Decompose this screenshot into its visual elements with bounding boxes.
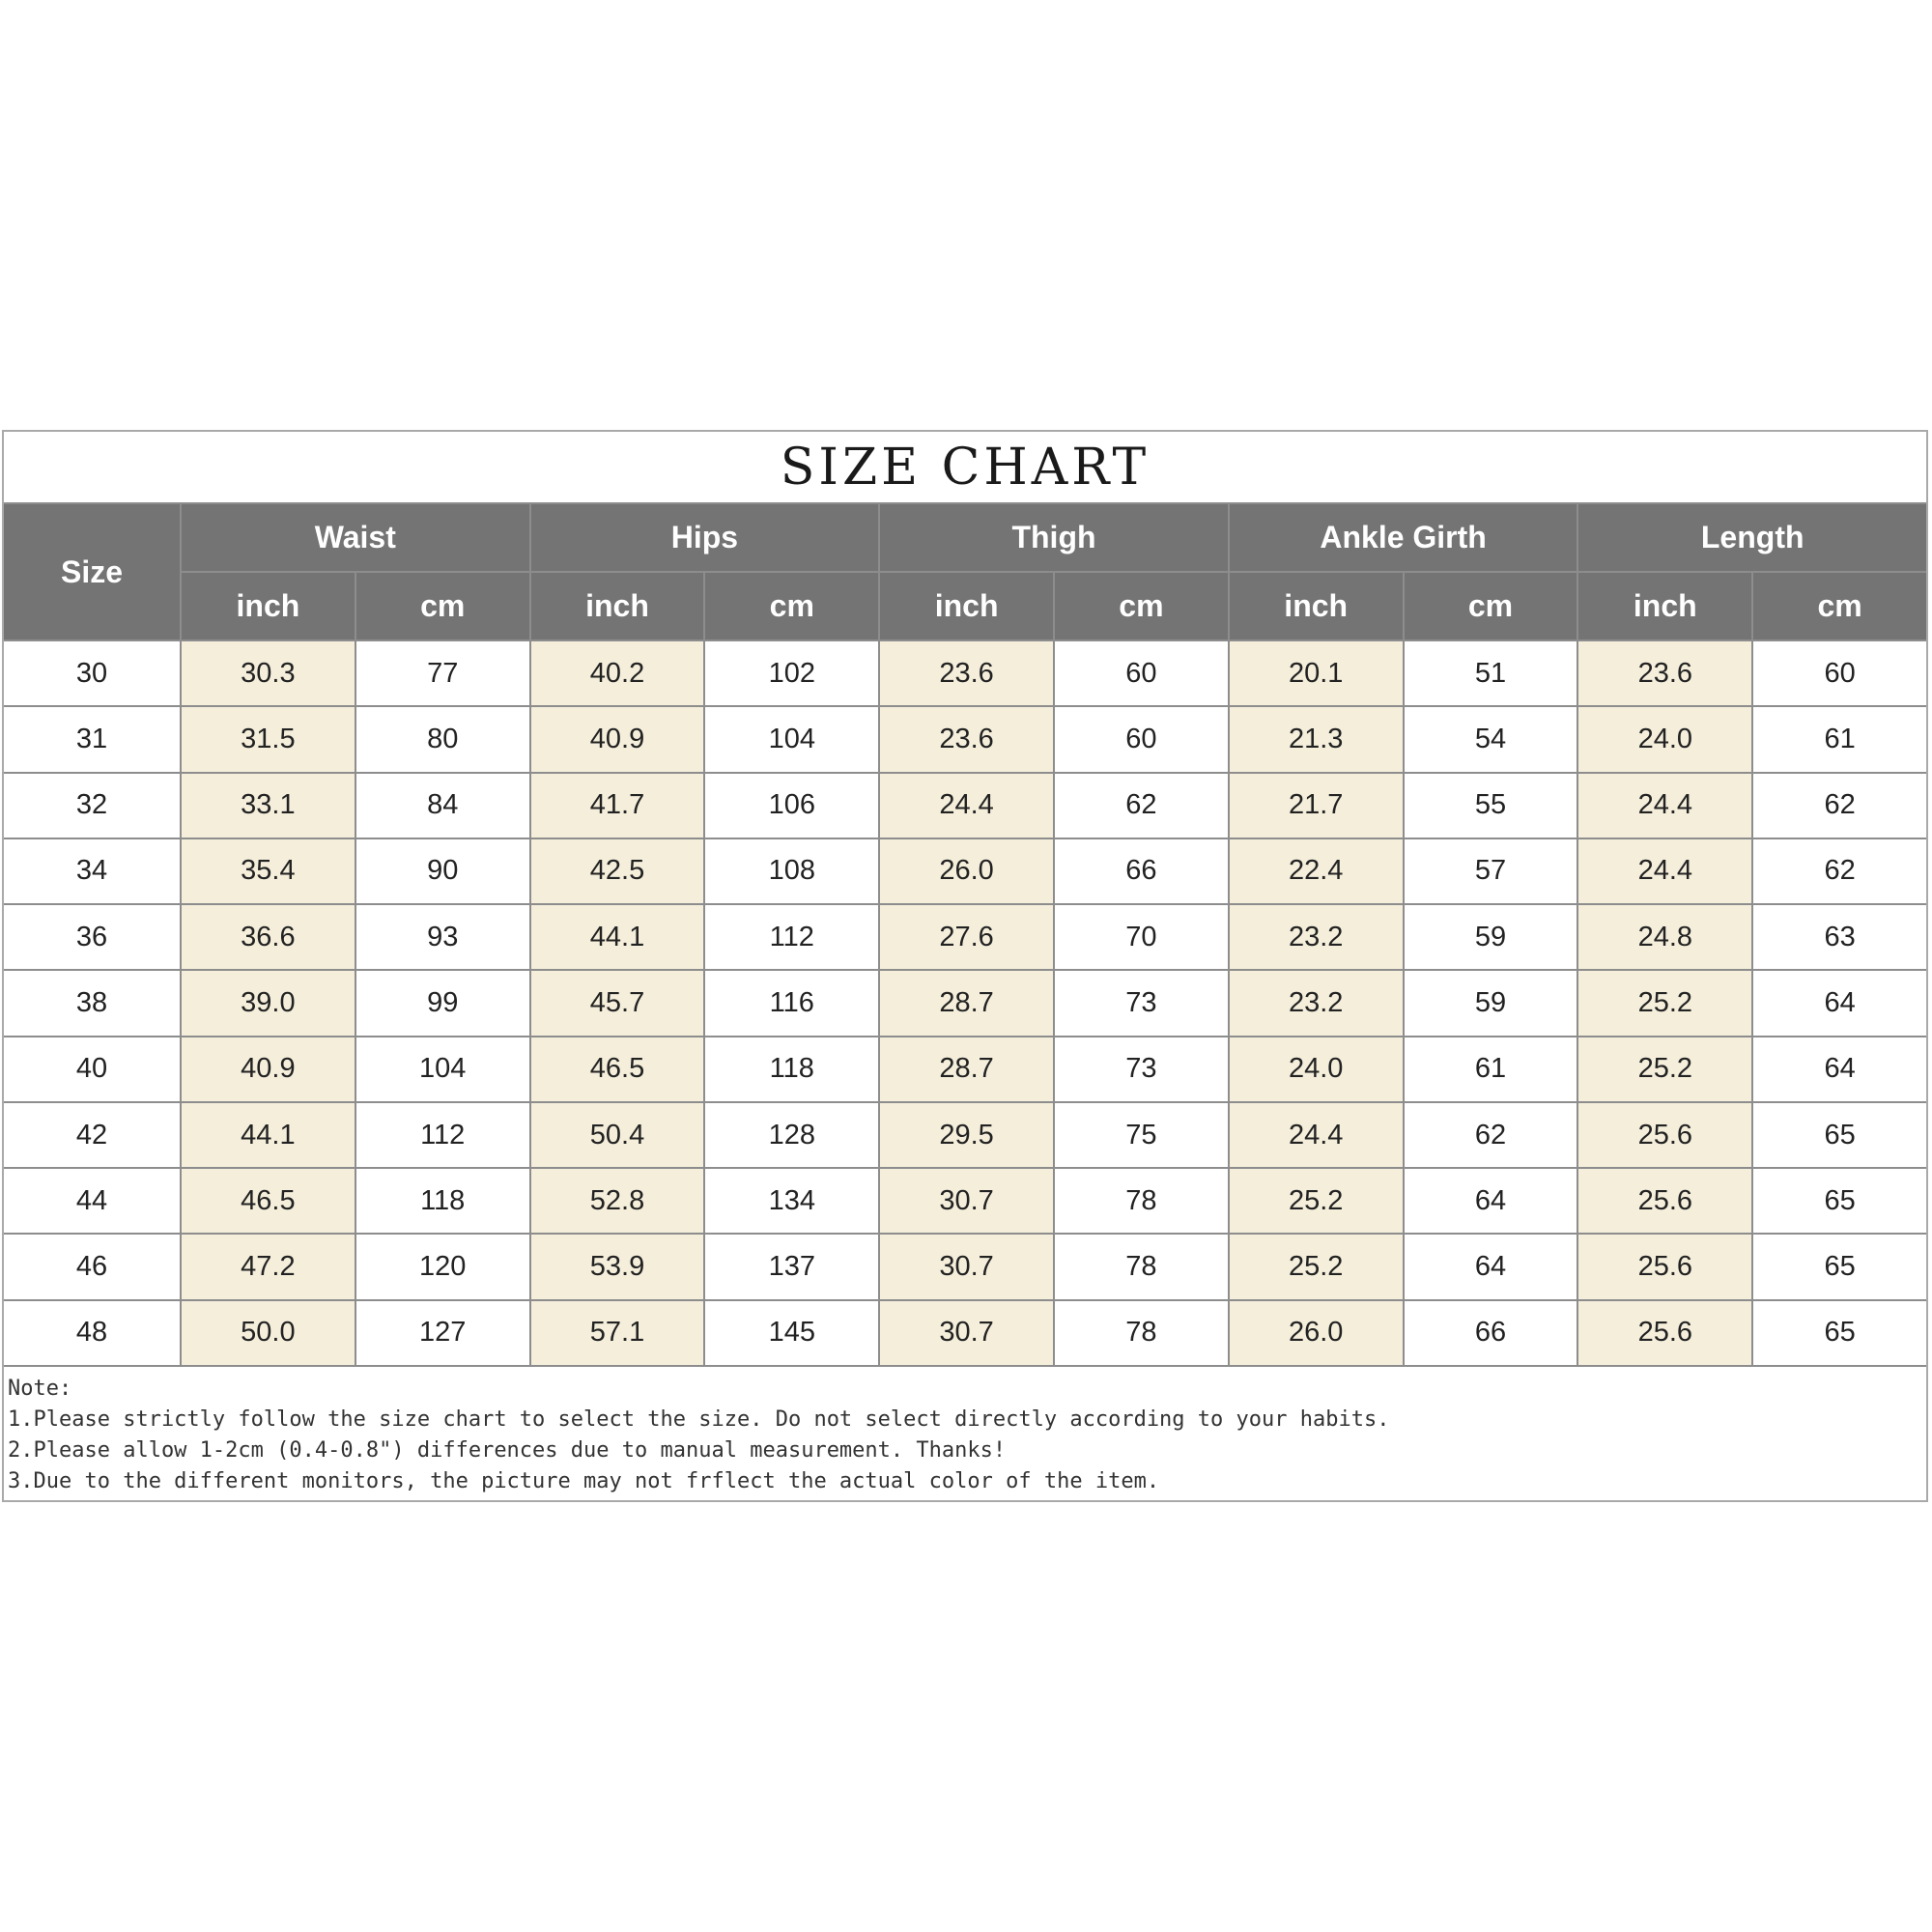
cm-value-cell: 73 xyxy=(1055,1037,1228,1101)
inch-value-cell: 35.4 xyxy=(182,839,355,903)
cm-value-cell: 60 xyxy=(1753,641,1926,705)
inch-value-cell: 30.7 xyxy=(880,1169,1053,1233)
cm-value-cell: 60 xyxy=(1055,707,1228,771)
inch-value-cell: 31.5 xyxy=(182,707,355,771)
inch-value-cell: 30.7 xyxy=(880,1301,1053,1365)
cm-value-cell: 90 xyxy=(356,839,529,903)
inch-value-cell: 25.6 xyxy=(1578,1169,1751,1233)
length-inch-subheader: inch xyxy=(1578,573,1751,639)
size-cell: 36 xyxy=(4,905,180,969)
cm-value-cell: 112 xyxy=(705,905,878,969)
cm-value-cell: 64 xyxy=(1753,971,1926,1035)
inch-value-cell: 25.6 xyxy=(1578,1103,1751,1167)
hips-cm-subheader: cm xyxy=(705,573,878,639)
cm-value-cell: 118 xyxy=(705,1037,878,1101)
cm-value-cell: 64 xyxy=(1405,1169,1577,1233)
cm-value-cell: 102 xyxy=(705,641,878,705)
note-line-2: 2.Please allow 1-2cm (0.4-0.8") differences due to manual measurement. Thanks! xyxy=(8,1438,1007,1463)
inch-value-cell: 46.5 xyxy=(531,1037,704,1101)
thigh-inch-subheader: inch xyxy=(880,573,1053,639)
cm-value-cell: 120 xyxy=(356,1235,529,1298)
cm-value-cell: 134 xyxy=(705,1169,878,1233)
cm-value-cell: 137 xyxy=(705,1235,878,1298)
inch-value-cell: 25.2 xyxy=(1578,971,1751,1035)
cm-value-cell: 78 xyxy=(1055,1235,1228,1298)
cm-value-cell: 63 xyxy=(1753,905,1926,969)
cm-value-cell: 106 xyxy=(705,774,878,838)
cm-value-cell: 77 xyxy=(356,641,529,705)
notes xyxy=(8,1374,1917,1497)
size-column-header: Size xyxy=(4,504,180,639)
inch-value-cell: 40.2 xyxy=(531,641,704,705)
cm-value-cell: 55 xyxy=(1405,774,1577,838)
cm-value-cell: 70 xyxy=(1055,905,1228,969)
note-line-1: 1.Please strictly follow the size chart to select the size. Do not select directly according to your habits. xyxy=(8,1407,1390,1432)
cm-value-cell: 99 xyxy=(356,971,529,1035)
cm-value-cell: 65 xyxy=(1753,1169,1926,1233)
inch-value-cell: 57.1 xyxy=(531,1301,704,1365)
cm-value-cell: 116 xyxy=(705,971,878,1035)
cm-value-cell: 128 xyxy=(705,1103,878,1167)
inch-value-cell: 46.5 xyxy=(182,1169,355,1233)
inch-value-cell: 50.4 xyxy=(531,1103,704,1167)
inch-value-cell: 28.7 xyxy=(880,971,1053,1035)
inch-value-cell: 40.9 xyxy=(182,1037,355,1101)
ankle-girth-inch-subheader: inch xyxy=(1230,573,1403,639)
cm-value-cell: 64 xyxy=(1405,1235,1577,1298)
inch-value-cell: 28.7 xyxy=(880,1037,1053,1101)
length-header: Length xyxy=(1578,504,1926,571)
note-heading: Note: xyxy=(8,1377,72,1401)
cm-value-cell: 61 xyxy=(1405,1037,1577,1101)
cm-value-cell: 66 xyxy=(1055,839,1228,903)
waist-header: Waist xyxy=(182,504,529,571)
cm-value-cell: 59 xyxy=(1405,905,1577,969)
size-cell: 44 xyxy=(4,1169,180,1233)
size-chart xyxy=(2,430,1928,1502)
inch-value-cell: 47.2 xyxy=(182,1235,355,1298)
inch-value-cell: 26.0 xyxy=(1230,1301,1403,1365)
inch-value-cell: 53.9 xyxy=(531,1235,704,1298)
cm-value-cell: 80 xyxy=(356,707,529,771)
cm-value-cell: 108 xyxy=(705,839,878,903)
inch-value-cell: 27.6 xyxy=(880,905,1053,969)
cm-value-cell: 65 xyxy=(1753,1301,1926,1365)
thigh-header: Thigh xyxy=(880,504,1228,571)
inch-value-cell: 44.1 xyxy=(182,1103,355,1167)
cm-value-cell: 127 xyxy=(356,1301,529,1365)
inch-value-cell: 26.0 xyxy=(880,839,1053,903)
cm-value-cell: 61 xyxy=(1753,707,1926,771)
inch-value-cell: 33.1 xyxy=(182,774,355,838)
cm-value-cell: 54 xyxy=(1405,707,1577,771)
inch-value-cell: 23.6 xyxy=(1578,641,1751,705)
cm-value-cell: 104 xyxy=(356,1037,529,1101)
cm-value-cell: 75 xyxy=(1055,1103,1228,1167)
cm-value-cell: 84 xyxy=(356,774,529,838)
ankle-girth-header: Ankle Girth xyxy=(1230,504,1577,571)
ankle-girth-cm-subheader: cm xyxy=(1405,573,1577,639)
size-cell: 38 xyxy=(4,971,180,1035)
inch-value-cell: 25.6 xyxy=(1578,1301,1751,1365)
cm-value-cell: 65 xyxy=(1753,1103,1926,1167)
inch-value-cell: 30.7 xyxy=(880,1235,1053,1298)
cm-value-cell: 62 xyxy=(1753,774,1926,838)
inch-value-cell: 23.2 xyxy=(1230,971,1403,1035)
note-line-3: 3.Due to the different monitors, the picture may not frflect the actual color of the item. xyxy=(8,1469,1160,1493)
size-cell: 34 xyxy=(4,839,180,903)
thigh-cm-subheader: cm xyxy=(1055,573,1228,639)
inch-value-cell: 24.0 xyxy=(1578,707,1751,771)
inch-value-cell: 21.3 xyxy=(1230,707,1403,771)
inch-value-cell: 24.8 xyxy=(1578,905,1751,969)
cm-value-cell: 62 xyxy=(1055,774,1228,838)
cm-value-cell: 78 xyxy=(1055,1169,1228,1233)
inch-value-cell: 30.3 xyxy=(182,641,355,705)
size-table xyxy=(4,502,1926,1367)
cm-value-cell: 57 xyxy=(1405,839,1577,903)
chart-title: SIZE CHART xyxy=(780,438,1151,497)
length-cm-subheader: cm xyxy=(1753,573,1926,639)
cm-value-cell: 62 xyxy=(1753,839,1926,903)
inch-value-cell: 40.9 xyxy=(531,707,704,771)
inch-value-cell: 41.7 xyxy=(531,774,704,838)
inch-value-cell: 23.6 xyxy=(880,641,1053,705)
inch-value-cell: 39.0 xyxy=(182,971,355,1035)
cm-value-cell: 112 xyxy=(356,1103,529,1167)
cm-value-cell: 64 xyxy=(1753,1037,1926,1101)
inch-value-cell: 20.1 xyxy=(1230,641,1403,705)
size-cell: 40 xyxy=(4,1037,180,1101)
inch-value-cell: 50.0 xyxy=(182,1301,355,1365)
inch-value-cell: 24.4 xyxy=(880,774,1053,838)
cm-value-cell: 66 xyxy=(1405,1301,1577,1365)
cm-value-cell: 145 xyxy=(705,1301,878,1365)
hips-header: Hips xyxy=(531,504,879,571)
inch-value-cell: 25.2 xyxy=(1230,1235,1403,1298)
size-cell: 30 xyxy=(4,641,180,705)
inch-value-cell: 36.6 xyxy=(182,905,355,969)
waist-cm-subheader: cm xyxy=(356,573,529,639)
waist-inch-subheader: inch xyxy=(182,573,355,639)
inch-value-cell: 42.5 xyxy=(531,839,704,903)
inch-value-cell: 21.7 xyxy=(1230,774,1403,838)
inch-value-cell: 52.8 xyxy=(531,1169,704,1233)
inch-value-cell: 23.2 xyxy=(1230,905,1403,969)
cm-value-cell: 73 xyxy=(1055,971,1228,1035)
size-cell: 32 xyxy=(4,774,180,838)
inch-value-cell: 44.1 xyxy=(531,905,704,969)
cm-value-cell: 93 xyxy=(356,905,529,969)
cm-value-cell: 62 xyxy=(1405,1103,1577,1167)
inch-value-cell: 29.5 xyxy=(880,1103,1053,1167)
size-cell: 31 xyxy=(4,707,180,771)
cm-value-cell: 118 xyxy=(356,1169,529,1233)
cm-value-cell: 104 xyxy=(705,707,878,771)
inch-value-cell: 24.4 xyxy=(1230,1103,1403,1167)
cm-value-cell: 51 xyxy=(1405,641,1577,705)
size-cell: 46 xyxy=(4,1235,180,1298)
cm-value-cell: 65 xyxy=(1753,1235,1926,1298)
size-cell: 42 xyxy=(4,1103,180,1167)
cm-value-cell: 60 xyxy=(1055,641,1228,705)
inch-value-cell: 25.6 xyxy=(1578,1235,1751,1298)
inch-value-cell: 23.6 xyxy=(880,707,1053,771)
inch-value-cell: 24.0 xyxy=(1230,1037,1403,1101)
inch-value-cell: 25.2 xyxy=(1230,1169,1403,1233)
inch-value-cell: 24.4 xyxy=(1578,774,1751,838)
cm-value-cell: 78 xyxy=(1055,1301,1228,1365)
cm-value-cell: 59 xyxy=(1405,971,1577,1035)
inch-value-cell: 25.2 xyxy=(1578,1037,1751,1101)
inch-value-cell: 45.7 xyxy=(531,971,704,1035)
inch-value-cell: 22.4 xyxy=(1230,839,1403,903)
inch-value-cell: 24.4 xyxy=(1578,839,1751,903)
size-cell: 48 xyxy=(4,1301,180,1365)
hips-inch-subheader: inch xyxy=(531,573,704,639)
